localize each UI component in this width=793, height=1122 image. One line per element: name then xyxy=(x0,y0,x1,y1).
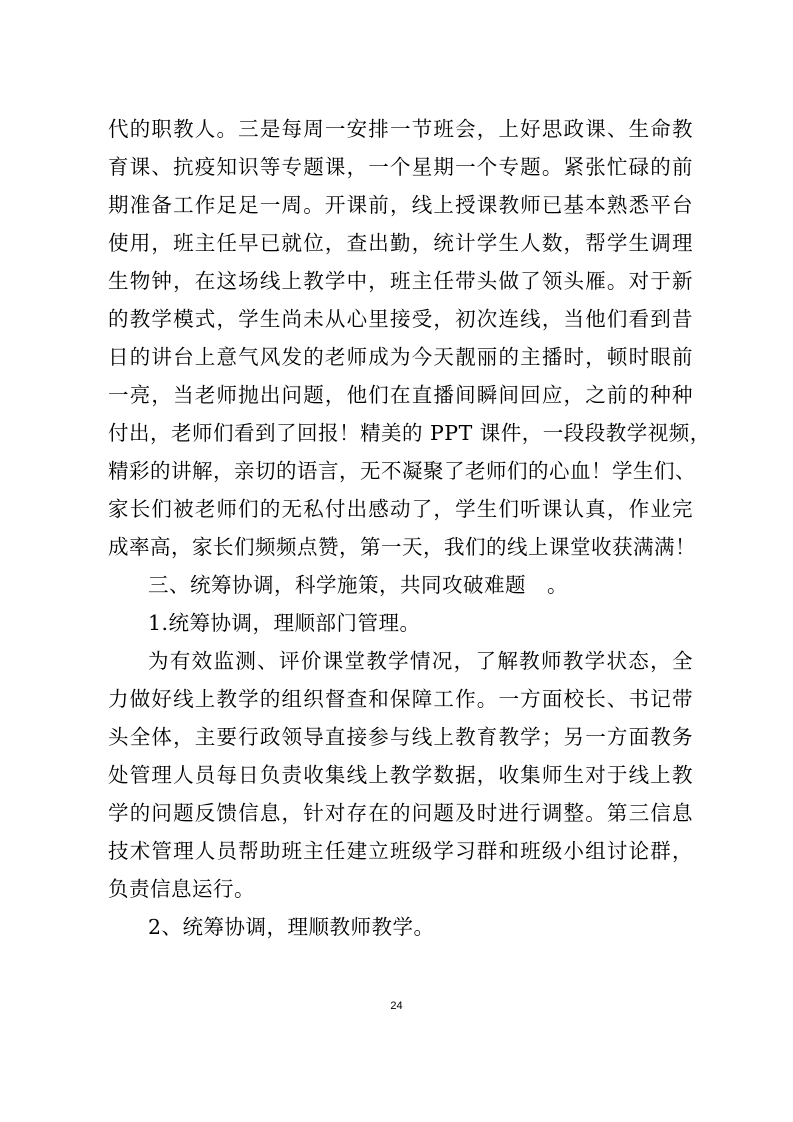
text-line: 头全体，主要行政领导直接参与线上教育教学；另一方面教务 xyxy=(108,725,693,749)
text-line: 日的讲台上意气风发的老师成为今天靓丽的主播时，顿时眼前 xyxy=(108,345,693,369)
text-line: 生物钟，在这场线上教学中，班主任带头做了领头雁。对于新 xyxy=(108,269,693,293)
text-line: 精彩的讲解，亲切的语言，无不凝聚了老师们的心血！学生们、 xyxy=(108,459,696,483)
subsection-heading: 2、统筹协调，理顺教师教学。 xyxy=(148,915,435,939)
text-line: 学的问题反馈信息，针对存在的问题及时进行调整。第三信息 xyxy=(108,801,693,825)
text-line: 期准备工作足足一周。开课前，线上授课教师已基本熟悉平台 xyxy=(108,193,693,217)
subsection-heading: 1.统筹协调，理顺部门管理。 xyxy=(148,611,421,635)
section-heading: 三、统筹协调，科学施策，共同攻破难题 。 xyxy=(148,573,568,597)
text-line: 的教学模式，学生尚未从心里接受，初次连线，当他们看到昔 xyxy=(108,307,693,331)
text-line: 一亮，当老师抛出问题，他们在直播间瞬间回应，之前的种种 xyxy=(108,383,693,407)
text-line: 家长们被老师们的无私付出感动了，学生们听课认真，作业完 xyxy=(108,497,693,521)
text-line: 负责信息运行。 xyxy=(108,877,255,901)
text-line: 付出，老师们看到了回报！精美的 PPT 课件，一段段教学视频， xyxy=(108,421,711,445)
text-line: 育课、抗疫知识等专题课，一个星期一个专题。紧张忙碌的前 xyxy=(108,155,693,179)
text-line: 技术管理人员帮助班主任建立班级学习群和班级小组讨论群， xyxy=(108,839,693,863)
body-text xyxy=(108,110,711,946)
page-number: 24 xyxy=(390,1000,403,1012)
text-line: 力做好线上教学的组织督查和保障工作。一方面校长、书记带 xyxy=(108,687,693,711)
text-line: 为有效监测、评价课堂教学情况，了解教师教学状态，全 xyxy=(148,649,693,673)
text-line: 处管理人员每日负责收集线上教学数据，收集师生对于线上教 xyxy=(108,763,693,787)
text-line: 使用，班主任早已就位，查出勤，统计学生人数，帮学生调理 xyxy=(108,231,693,255)
text-line: 成率高，家长们频频点赞，第一天，我们的线上课堂收获满满！ xyxy=(108,535,696,559)
text-line: 代的职教人。三是每周一安排一节班会，上好思政课、生命教 xyxy=(108,117,693,141)
